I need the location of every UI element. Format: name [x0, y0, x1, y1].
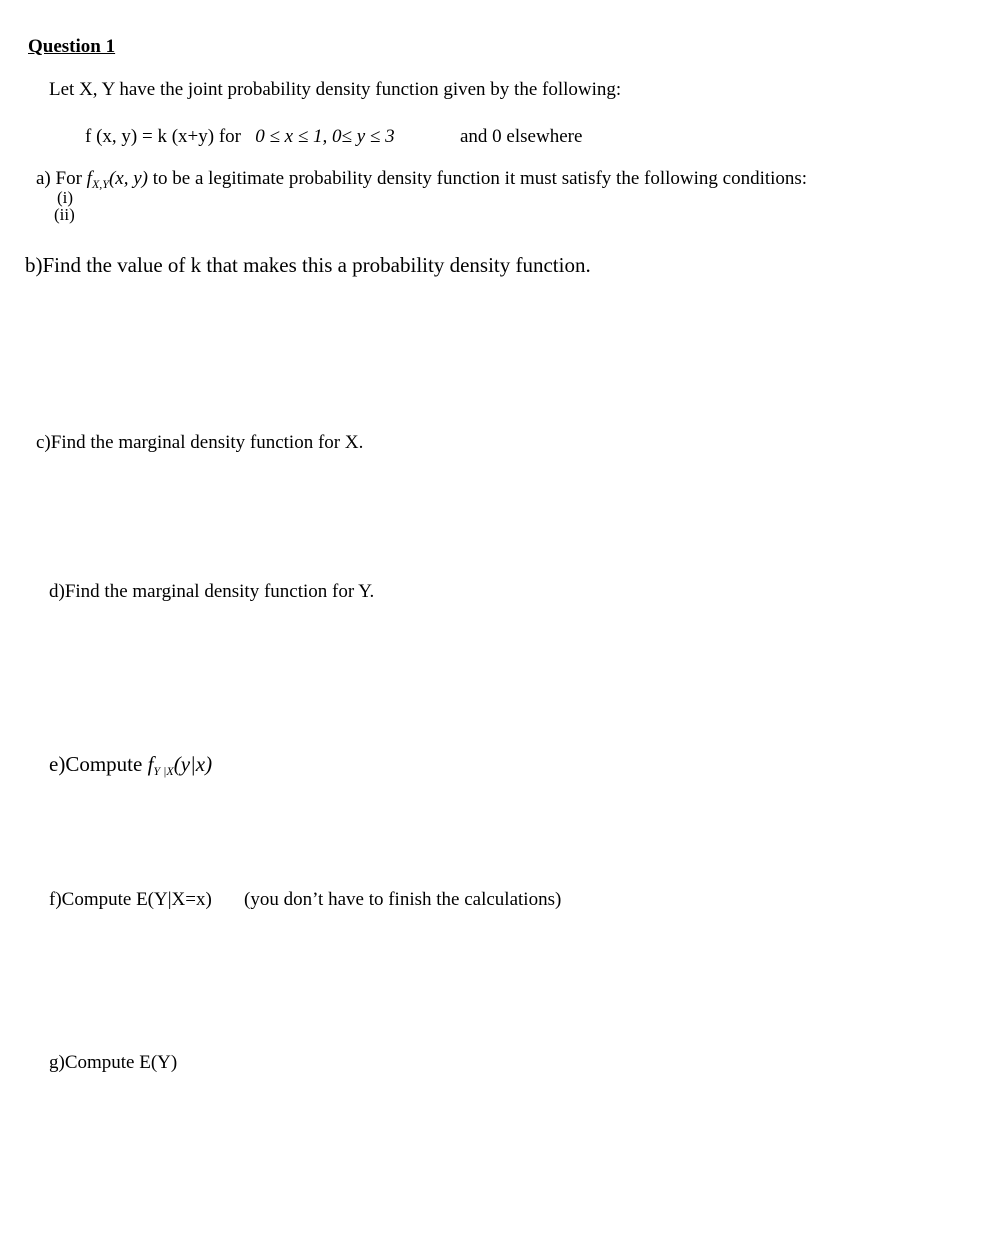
part-c: c)Find the marginal density function for X.	[36, 432, 364, 453]
pdf-condition-x: 0 ≤ x ≤ 1,	[255, 126, 328, 147]
intro-text: Let X, Y have the joint probability density function given by the following:	[49, 79, 622, 100]
part-e-func-args: (y|x)	[173, 752, 213, 776]
question-title: Question 1	[28, 36, 116, 57]
part-d: d)Find the marginal density function for Y.	[49, 581, 375, 602]
part-a-func-args: (x, y)	[108, 168, 148, 189]
part-a-item-i: (i)	[57, 188, 74, 207]
part-a-item-ii: (ii)	[54, 205, 75, 224]
part-a-label: a) For	[36, 168, 82, 189]
part-a-func-sub: X,Y	[91, 177, 109, 191]
part-g: g)Compute E(Y)	[49, 1052, 178, 1073]
part-f-note: (you don’t have to finish the calculations)	[244, 889, 562, 910]
pdf-elsewhere: and 0 elsewhere	[460, 126, 583, 147]
pdf-condition-y: 0≤ y ≤ 3	[332, 126, 395, 147]
part-a	[36, 168, 807, 191]
part-e-func-symbol: f	[147, 752, 154, 776]
part-f: f)Compute E(Y|X=x)	[49, 889, 212, 910]
part-b: b)Find the value of k that makes this a probability density function.	[25, 253, 591, 277]
pdf-function: f (x, y) = k (x+y) for	[85, 126, 241, 147]
part-e	[49, 753, 212, 778]
pdf-definition	[85, 126, 395, 148]
part-e-label: e)Compute	[49, 752, 143, 776]
part-a-text: to be a legitimate probability density function it must satisfy the following conditions:	[152, 168, 808, 189]
part-a-func-symbol: f	[86, 168, 92, 189]
part-e-func-sub: Y |X	[153, 764, 174, 778]
